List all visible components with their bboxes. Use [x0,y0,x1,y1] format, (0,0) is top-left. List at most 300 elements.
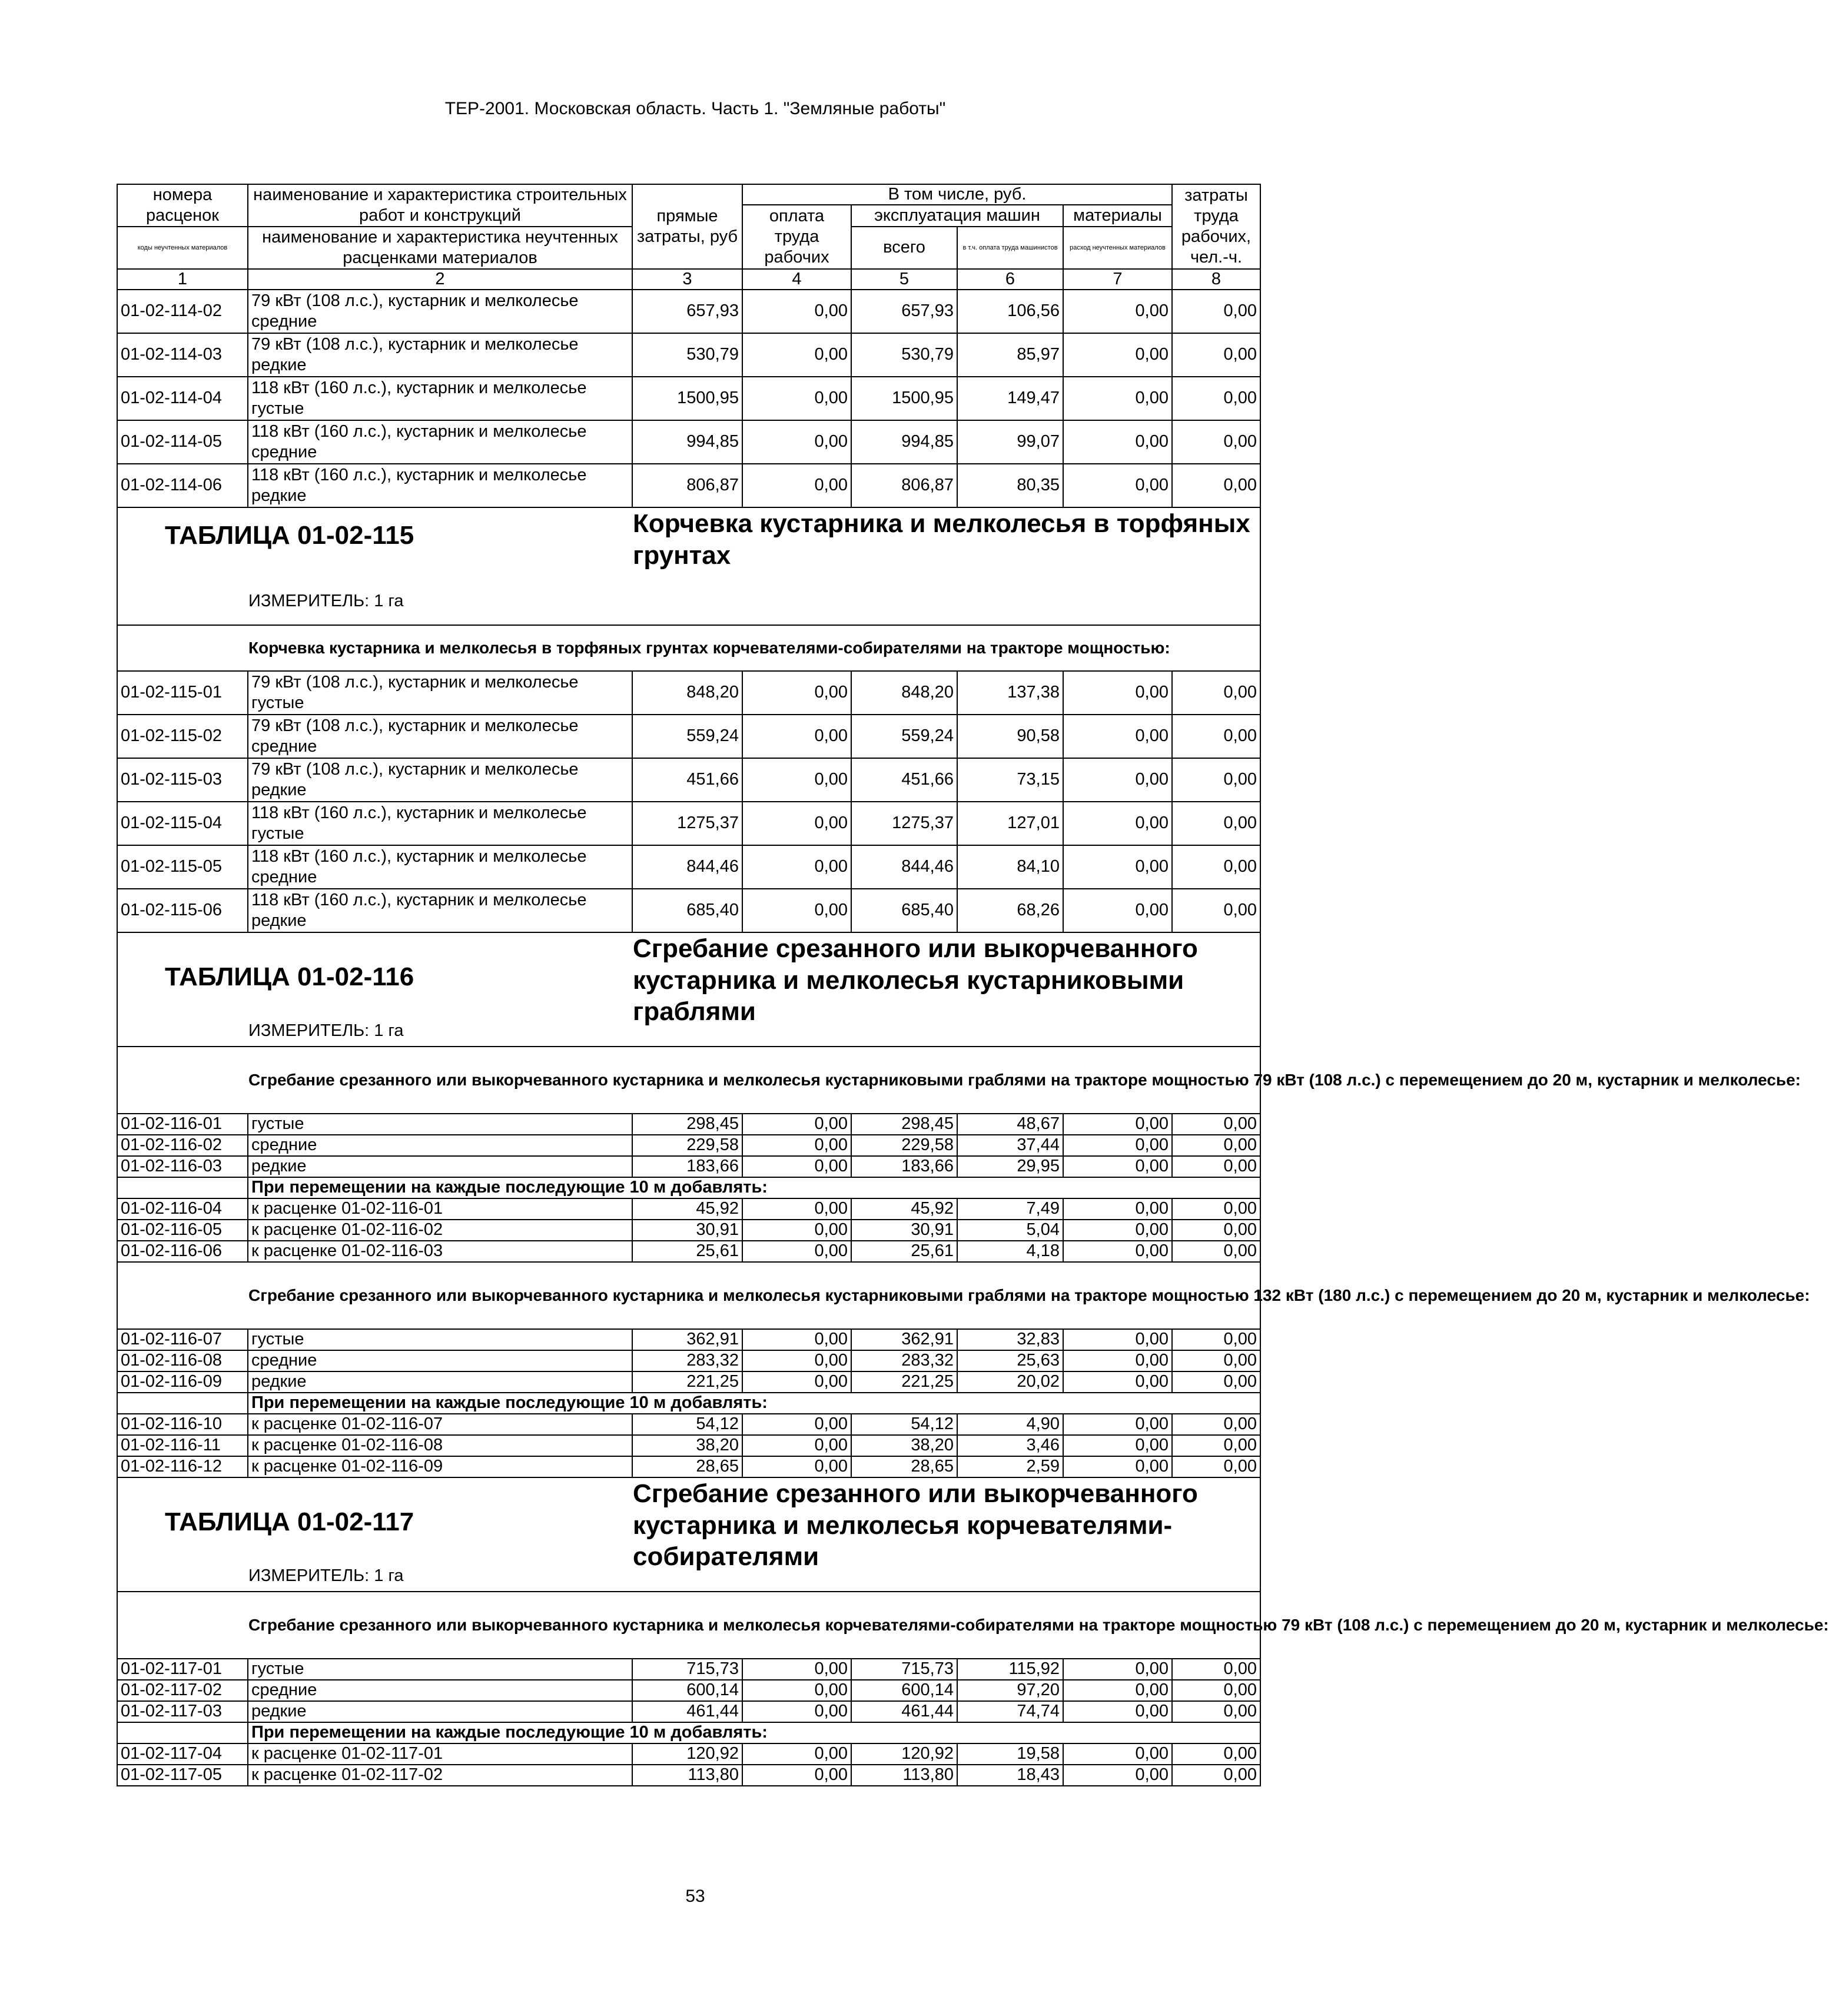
value-cell: 0,00 [742,1680,851,1701]
value-cell: 0,00 [742,464,851,507]
value-cell: 29,95 [957,1156,1063,1177]
section-unit: ИЗМЕРИТЕЛЬ: 1 га [248,591,404,610]
table-row [117,420,1260,464]
table-row [117,1371,1260,1393]
value-cell: 1500,95 [851,377,957,420]
rate-code: 01-02-114-03 [117,333,248,377]
value-cell: 0,00 [1172,420,1260,464]
value-cell: 80,35 [957,464,1063,507]
rate-code: 01-02-116-02 [117,1135,248,1156]
value-cell: 0,00 [742,333,851,377]
value-cell: 74,74 [957,1701,1063,1722]
empty-cell [117,1177,248,1198]
value-cell: 461,44 [632,1701,742,1722]
rate-name [248,845,632,889]
col-number: 7 [1063,269,1172,290]
value-cell: 0,00 [742,1350,851,1371]
value-cell: 0,00 [1063,1329,1172,1350]
value-cell: 1500,95 [632,377,742,420]
value-cell: 0,00 [742,1765,851,1786]
rate-code: 01-02-115-03 [117,758,248,802]
value-cell: 30,91 [851,1220,957,1241]
value-cell: 25,63 [957,1350,1063,1371]
value-cell: 0,00 [1172,1765,1260,1786]
rate-name-line1: 118 кВт (160 л.с.), кустарник и мелколесье [251,803,587,823]
value-cell: 38,20 [851,1435,957,1456]
add-note-row [117,1177,1260,1198]
value-cell: 0,00 [1063,1456,1172,1477]
col-number: 4 [742,269,851,290]
table-row [117,1156,1260,1177]
value-cell: 25,61 [632,1241,742,1262]
value-cell: 229,58 [851,1135,957,1156]
rate-code: 01-02-114-05 [117,420,248,464]
value-cell: 0,00 [1063,845,1172,889]
rate-name-line1: 79 кВт (108 л.с.), кустарник и мелколесье [251,335,579,354]
rate-name-line2: редкие [251,780,307,799]
value-cell: 461,44 [851,1701,957,1722]
value-cell: 685,40 [851,889,957,932]
header-code: номера расценок [117,184,248,227]
value-cell: 28,65 [632,1456,742,1477]
value-cell: 0,00 [742,377,851,420]
rate-name-line2: густые [251,398,304,418]
table-row [117,1680,1260,1701]
header-incl: В том числе, руб. [742,184,1172,205]
value-cell: 4,18 [957,1241,1063,1262]
value-cell: 0,00 [742,1414,851,1435]
value-cell: 28,65 [851,1456,957,1477]
rate-code: 01-02-114-02 [117,290,248,333]
value-cell: 0,00 [1063,1156,1172,1177]
rate-name: редкие [248,1701,632,1722]
rate-code: 01-02-114-06 [117,464,248,507]
table-row [117,671,1260,715]
col-number: 8 [1172,269,1260,290]
rate-name-line2: редкие [251,355,307,374]
value-cell: 848,20 [632,671,742,715]
table-row [117,1659,1260,1680]
col-number: 2 [248,269,632,290]
rate-code: 01-02-116-11 [117,1435,248,1456]
value-cell: 137,38 [957,671,1063,715]
page-number: 53 [685,1887,705,1906]
value-cell: 0,00 [1172,1456,1260,1477]
value-cell: 0,00 [742,758,851,802]
rate-code: 01-02-116-06 [117,1241,248,1262]
table-row [117,464,1260,507]
section-unit: ИЗМЕРИТЕЛЬ: 1 га [248,1021,404,1040]
value-cell: 685,40 [632,889,742,932]
value-cell: 4,90 [957,1414,1063,1435]
value-cell: 0,00 [1172,671,1260,715]
value-cell: 0,00 [742,1114,851,1135]
rate-name-line2: средние [251,442,317,461]
table-row [117,758,1260,802]
table-row [117,1114,1260,1135]
section-description [117,625,1260,671]
value-cell: 283,32 [851,1350,957,1371]
section-title: ТАБЛИЦА 01-02-116 [165,962,414,991]
value-cell: 37,44 [957,1135,1063,1156]
value-cell: 283,32 [632,1350,742,1371]
value-cell: 221,25 [851,1371,957,1393]
value-cell: 994,85 [632,420,742,464]
value-cell: 298,45 [851,1114,957,1135]
table-row [117,1765,1260,1786]
value-cell: 0,00 [1172,1241,1260,1262]
table-row [117,377,1260,420]
table-row [117,1701,1260,1722]
value-cell: 127,01 [957,802,1063,845]
header-direct: прямые затраты, руб [632,184,742,269]
rate-name-line2: средние [251,311,317,331]
rate-code: 01-02-115-01 [117,671,248,715]
value-cell: 559,24 [851,715,957,758]
value-cell: 0,00 [1172,333,1260,377]
value-cell: 0,00 [742,1329,851,1350]
table-row [117,1198,1260,1220]
rate-code: 01-02-116-07 [117,1329,248,1350]
value-cell: 97,20 [957,1680,1063,1701]
value-cell: 530,79 [632,333,742,377]
value-cell: 25,61 [851,1241,957,1262]
table-row [117,845,1260,889]
rate-code: 01-02-115-06 [117,889,248,932]
section-heading: Корчевка кустарника и мелколесья в торфяных грунтах [633,509,1250,570]
value-cell: 0,00 [1172,715,1260,758]
add-note: При перемещении на каждые последующие 10 м добавлять: [248,1722,1260,1743]
value-cell: 106,56 [957,290,1063,333]
section-description [117,1262,1260,1329]
rate-code: 01-02-116-08 [117,1350,248,1371]
value-cell: 600,14 [851,1680,957,1701]
value-cell: 715,73 [632,1659,742,1680]
empty-cell [117,1722,248,1743]
table-section-header [117,932,1260,1047]
rate-name [248,715,632,758]
table-row [117,1350,1260,1371]
rate-name-line2: густые [251,823,304,843]
table-row [117,889,1260,932]
value-cell: 362,91 [851,1329,957,1350]
page-header: ТЕР-2001. Московская область. Часть 1. "Земляные работы" [444,99,946,118]
value-cell: 0,00 [1172,1435,1260,1456]
table-row [117,1329,1260,1350]
value-cell: 0,00 [1063,889,1172,932]
value-cell: 19,58 [957,1743,1063,1765]
rate-name-line2: редкие [251,911,307,930]
section-unit: ИЗМЕРИТЕЛЬ: 1 га [248,1566,404,1585]
rate-name: средние [248,1680,632,1701]
rate-name: густые [248,1114,632,1135]
value-cell: 0,00 [1063,1371,1172,1393]
value-cell: 0,00 [1172,1329,1260,1350]
value-cell: 0,00 [742,845,851,889]
value-cell: 0,00 [1063,420,1172,464]
value-cell: 848,20 [851,671,957,715]
rate-code: 01-02-116-09 [117,1371,248,1393]
value-cell: 0,00 [1063,1701,1172,1722]
value-cell: 113,80 [632,1765,742,1786]
value-cell: 0,00 [1063,1241,1172,1262]
value-cell: 0,00 [742,1743,851,1765]
rate-name-line1: 118 кВт (160 л.с.), кустарник и мелколесье [251,891,587,910]
header-machines-wage: в т.ч. оплата труда машинистов [957,227,1063,269]
rate-name: к расценке 01-02-117-02 [248,1765,632,1786]
value-cell: 0,00 [742,671,851,715]
section-heading: Сгребание срезанного или выкорчеванного кустарника и мелколесья кустарниковыми граблями [633,934,1198,1027]
value-cell: 0,00 [1172,464,1260,507]
value-cell: 7,49 [957,1198,1063,1220]
rate-name: к расценке 01-02-116-09 [248,1456,632,1477]
value-cell: 85,97 [957,333,1063,377]
table-row [117,1414,1260,1435]
table-row [117,1241,1260,1262]
table-row [117,290,1260,333]
value-cell: 0,00 [1063,1765,1172,1786]
value-cell: 0,00 [1172,1701,1260,1722]
value-cell: 0,00 [1172,758,1260,802]
table-row [117,1456,1260,1477]
value-cell: 0,00 [1172,1156,1260,1177]
table-section-header [117,507,1260,625]
table-row [117,1135,1260,1156]
value-cell: 183,66 [851,1156,957,1177]
rate-name: к расценке 01-02-117-01 [248,1743,632,1765]
value-cell: 657,93 [632,290,742,333]
rate-code: 01-02-117-01 [117,1659,248,1680]
rate-name [248,377,632,420]
description-text: Сгребание срезанного или выкорчеванного кустарника и мелколесья корчевателями-собирателями на тракторе мощностью 79 кВт (108 л.с.) с перемещением до 20 м, кустарник и мелколесье: [117,1592,1260,1659]
value-cell: 0,00 [1172,1659,1260,1680]
table-body [117,184,1829,1786]
rate-name-line2: густые [251,693,304,712]
rate-name [248,420,632,464]
rate-code: 01-02-115-05 [117,845,248,889]
rate-name: к расценке 01-02-116-07 [248,1414,632,1435]
value-cell: 0,00 [1172,290,1260,333]
value-cell: 45,92 [632,1198,742,1220]
value-cell: 298,45 [632,1114,742,1135]
rate-name: к расценке 01-02-116-02 [248,1220,632,1241]
rate-name [248,333,632,377]
rate-name [248,671,632,715]
header-code-materials: коды неучтенных материалов [117,227,248,269]
col-number: 6 [957,269,1063,290]
value-cell: 0,00 [1172,845,1260,889]
rate-name [248,758,632,802]
rate-name-line1: 79 кВт (108 л.с.), кустарник и мелколесье [251,673,579,692]
value-cell: 0,00 [742,1198,851,1220]
rates-table [117,184,1829,1786]
value-cell: 5,04 [957,1220,1063,1241]
table-row [117,1743,1260,1765]
section-title: ТАБЛИЦА 01-02-117 [165,1507,414,1536]
value-cell: 0,00 [742,1659,851,1680]
rate-name-line1: 118 кВт (160 л.с.), кустарник и мелколесье [251,422,587,441]
header-col-numbers [117,269,1260,290]
value-cell: 0,00 [742,1220,851,1241]
rate-name: редкие [248,1156,632,1177]
rate-code: 01-02-116-01 [117,1114,248,1135]
value-cell: 0,00 [742,420,851,464]
value-cell: 0,00 [1063,1435,1172,1456]
rate-name: к расценке 01-02-116-08 [248,1435,632,1456]
value-cell: 0,00 [742,290,851,333]
value-cell: 0,00 [742,889,851,932]
value-cell: 0,00 [1063,333,1172,377]
add-note: При перемещении на каждые последующие 10 м добавлять: [248,1177,1260,1198]
table-row [117,1220,1260,1241]
rate-code: 01-02-117-05 [117,1765,248,1786]
value-cell: 0,00 [1063,1414,1172,1435]
value-cell: 0,00 [1172,1220,1260,1241]
value-cell: 99,07 [957,420,1063,464]
value-cell: 0,00 [742,1241,851,1262]
rate-code: 01-02-114-04 [117,377,248,420]
rate-code: 01-02-115-04 [117,802,248,845]
value-cell: 84,10 [957,845,1063,889]
value-cell: 0,00 [742,1701,851,1722]
section-cell [117,1477,1260,1592]
value-cell: 0,00 [1063,1135,1172,1156]
rate-name: к расценке 01-02-116-03 [248,1241,632,1262]
value-cell: 149,47 [957,377,1063,420]
rate-name-line2: редкие [251,486,307,505]
value-cell: 48,67 [957,1114,1063,1135]
value-cell: 657,93 [851,290,957,333]
value-cell: 0,00 [1172,1198,1260,1220]
value-cell: 0,00 [742,1435,851,1456]
rate-name [248,889,632,932]
value-cell: 3,46 [957,1435,1063,1456]
value-cell: 0,00 [1172,1135,1260,1156]
value-cell: 2,59 [957,1456,1063,1477]
header-row-1 [117,184,1260,205]
value-cell: 0,00 [742,1135,851,1156]
value-cell: 559,24 [632,715,742,758]
rate-name-line2: средние [251,736,317,756]
add-note: При перемещении на каждые последующие 10 м добавлять: [248,1393,1260,1414]
table-row [117,802,1260,845]
rate-name: густые [248,1659,632,1680]
value-cell: 0,00 [1063,802,1172,845]
value-cell: 1275,37 [851,802,957,845]
value-cell: 0,00 [1063,377,1172,420]
value-cell: 38,20 [632,1435,742,1456]
value-cell: 451,66 [851,758,957,802]
value-cell: 45,92 [851,1198,957,1220]
value-cell: 0,00 [742,1371,851,1393]
section-title: ТАБЛИЦА 01-02-115 [165,520,414,550]
value-cell: 120,92 [851,1743,957,1765]
table-row [117,333,1260,377]
rate-code: 01-02-116-05 [117,1220,248,1241]
value-cell: 115,92 [957,1659,1063,1680]
value-cell: 0,00 [1063,1680,1172,1701]
table-row [117,715,1260,758]
value-cell: 844,46 [851,845,957,889]
col-number: 1 [117,269,248,290]
add-note-row [117,1393,1260,1414]
section-cell [117,932,1260,1047]
rate-code: 01-02-116-12 [117,1456,248,1477]
header-name: наименование и характеристика строительных работ и конструкций [248,184,632,227]
value-cell: 806,87 [632,464,742,507]
value-cell: 0,00 [742,1156,851,1177]
header-materials: материалы [1063,205,1172,227]
value-cell: 221,25 [632,1371,742,1393]
value-cell: 451,66 [632,758,742,802]
rate-name [248,290,632,333]
header-machines-total: всего [851,227,957,269]
rate-code: 01-02-115-02 [117,715,248,758]
value-cell: 0,00 [1172,1114,1260,1135]
rate-name-line2: средние [251,867,317,886]
header-wage: оплата труда рабочих [742,205,851,268]
value-cell: 362,91 [632,1329,742,1350]
value-cell: 0,00 [1172,1414,1260,1435]
col-number: 5 [851,269,957,290]
value-cell: 0,00 [1063,464,1172,507]
rate-name: средние [248,1135,632,1156]
rate-name-line1: 118 кВт (160 л.с.), кустарник и мелколесье [251,847,587,866]
value-cell: 90,58 [957,715,1063,758]
add-note-row [117,1722,1260,1743]
rate-name: густые [248,1329,632,1350]
rate-code: 01-02-116-04 [117,1198,248,1220]
description-text: Сгребание срезанного или выкорчеванного кустарника и мелколесья кустарниковыми граблями на тракторе мощностью 132 кВт (180 л.с.) с перемещением до 20 м, кустарник и мелколесье: [117,1262,1260,1329]
value-cell: 18,43 [957,1765,1063,1786]
value-cell: 0,00 [742,802,851,845]
value-cell: 20,02 [957,1371,1063,1393]
rate-name: редкие [248,1371,632,1393]
rate-name-line1: 79 кВт (108 л.с.), кустарник и мелколесье [251,760,579,779]
value-cell: 120,92 [632,1743,742,1765]
section-description [117,1047,1260,1114]
value-cell: 994,85 [851,420,957,464]
value-cell: 0,00 [1063,1220,1172,1241]
value-cell: 806,87 [851,464,957,507]
rate-name-line1: 118 кВт (160 л.с.), кустарник и мелколесье [251,378,587,398]
section-cell [117,507,1260,625]
header-machines: эксплуатация машин [851,205,1063,227]
value-cell: 0,00 [1172,802,1260,845]
value-cell: 0,00 [1063,1659,1172,1680]
rate-name-line1: 79 кВт (108 л.с.), кустарник и мелколесье [251,716,579,736]
value-cell: 0,00 [1063,1350,1172,1371]
value-cell: 0,00 [1172,377,1260,420]
description-text: Сгребание срезанного или выкорчеванного кустарника и мелколесья кустарниковыми граблями на тракторе мощностью 79 кВт (108 л.с.) с перемещением до 20 м, кустарник и мелколесье: [117,1047,1260,1114]
rate-code: 01-02-117-02 [117,1680,248,1701]
value-cell: 0,00 [742,715,851,758]
value-cell: 0,00 [1063,671,1172,715]
value-cell: 32,83 [957,1329,1063,1350]
table-section-header [117,1477,1260,1592]
section-heading: Сгребание срезанного или выкорчеванного кустарника и мелколесья корчевателями-собирателями [633,1479,1198,1572]
value-cell: 73,15 [957,758,1063,802]
value-cell: 0,00 [742,1456,851,1477]
value-cell: 0,00 [1063,1198,1172,1220]
value-cell: 715,73 [851,1659,957,1680]
section-description [117,1592,1260,1659]
rate-name-line1: 79 кВт (108 л.с.), кустарник и мелколесье [251,291,579,311]
rate-name: средние [248,1350,632,1371]
value-cell: 1275,37 [632,802,742,845]
value-cell: 54,12 [632,1414,742,1435]
table-row [117,1435,1260,1456]
